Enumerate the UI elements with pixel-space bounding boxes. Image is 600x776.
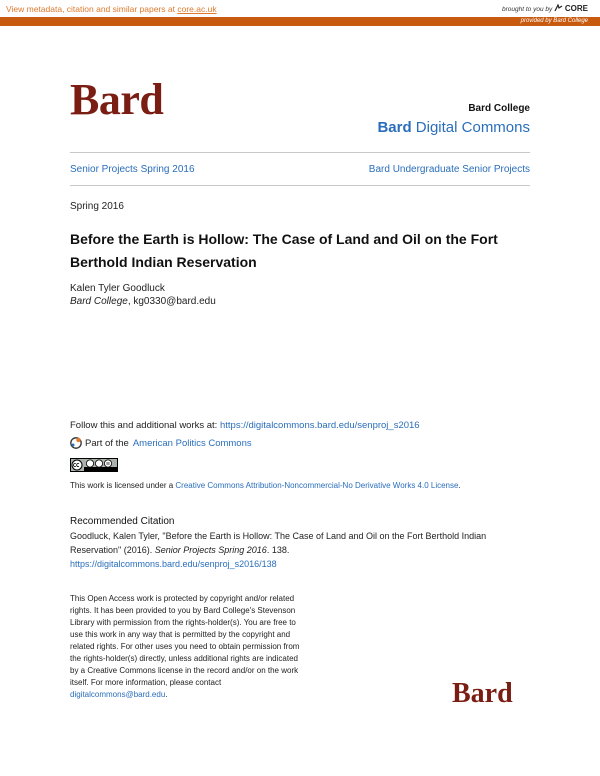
core-logo-text: CORE xyxy=(564,4,588,13)
college-name: Bard College xyxy=(468,103,530,114)
open-access-notice: This Open Access work is protected by copyright and/or related rights. It has been provided to you by Bard College's Stevenson Library with permission from the rights-holder(s). You are free to use this work in any way that is permitted by the copyright and related rights. For other uses you need to obtain permission from the rights-holder(s) directly, unless additional rights are indicated by a Creative Commons license in the record and/or on the work itself. For more information, please contact digitalcommons@bard.edu. xyxy=(70,594,300,699)
author-affiliation: Bard College, kg0330@bard.edu xyxy=(70,296,216,307)
follow-link[interactable]: https://digitalcommons.bard.edu/senproj_s2016 xyxy=(219,420,420,431)
core-banner xyxy=(0,0,600,26)
citation-text: Goodluck, Kalen Tyler, "Before the Earth is Hollow: The Case of Land and Oil on the Fort Berthold Indian Reservation" (2016). Senior Projects Spring 2016. 138. https://digitalcommons.bard.edu/senproj_s2016/138 xyxy=(70,531,487,569)
core-brought-by[interactable]: brought to you by CORE xyxy=(502,4,588,13)
citation-url-link[interactable]: https://digitalcommons.bard.edu/senproj_s2016/138 xyxy=(70,559,277,569)
author-email: , kg0330@bard.edu xyxy=(127,296,216,307)
divider-top xyxy=(70,152,530,153)
publication-date: Spring 2016 xyxy=(70,201,124,212)
core-logo-icon xyxy=(554,4,563,12)
digital-commons-link[interactable]: Bard Digital Commons xyxy=(377,119,530,136)
american-politics-link[interactable]: American Politics Commons xyxy=(132,437,252,449)
recommended-citation-heading: Recommended Citation xyxy=(70,516,175,527)
license-line: This work is licensed under a Creative Commons Attribution-Noncommercial-No Derivative Works 4.0 License. xyxy=(70,481,461,490)
core-stripe xyxy=(0,17,600,26)
core-provided-by[interactable]: provided by Bard College xyxy=(520,18,588,24)
core-metadata-link[interactable]: View metadata, citation and similar papers at core.ac.uk xyxy=(6,4,217,14)
core-ac-uk-link[interactable]: core.ac.uk xyxy=(177,4,217,14)
license-link[interactable]: Creative Commons Attribution-Noncommercial-No Derivative Works 4.0 License xyxy=(175,481,459,490)
document-title: Before the Earth is Hollow: The Case of Land and Oil on the Fort Berthold Indian Reservation xyxy=(70,231,498,270)
divider-bottom xyxy=(70,185,530,186)
cc-by-nc-nd-badge-icon[interactable] xyxy=(70,458,118,472)
author-name: Kalen Tyler Goodluck xyxy=(70,283,165,294)
follow-line: Follow this and additional works at: https://digitalcommons.bard.edu/senproj_s2016 xyxy=(70,420,420,431)
series-link[interactable]: Senior Projects Spring 2016 xyxy=(70,164,195,175)
collection-link[interactable]: Bard Undergraduate Senior Projects xyxy=(368,164,530,175)
bard-logo[interactable]: Bard xyxy=(70,75,164,124)
part-of-line: Part of the American Politics Commons xyxy=(70,437,252,449)
contact-email-link[interactable]: digitalcommons@bard.edu xyxy=(70,690,166,699)
footer-bard-logo: Bard xyxy=(452,678,513,709)
network-icon xyxy=(70,437,82,449)
